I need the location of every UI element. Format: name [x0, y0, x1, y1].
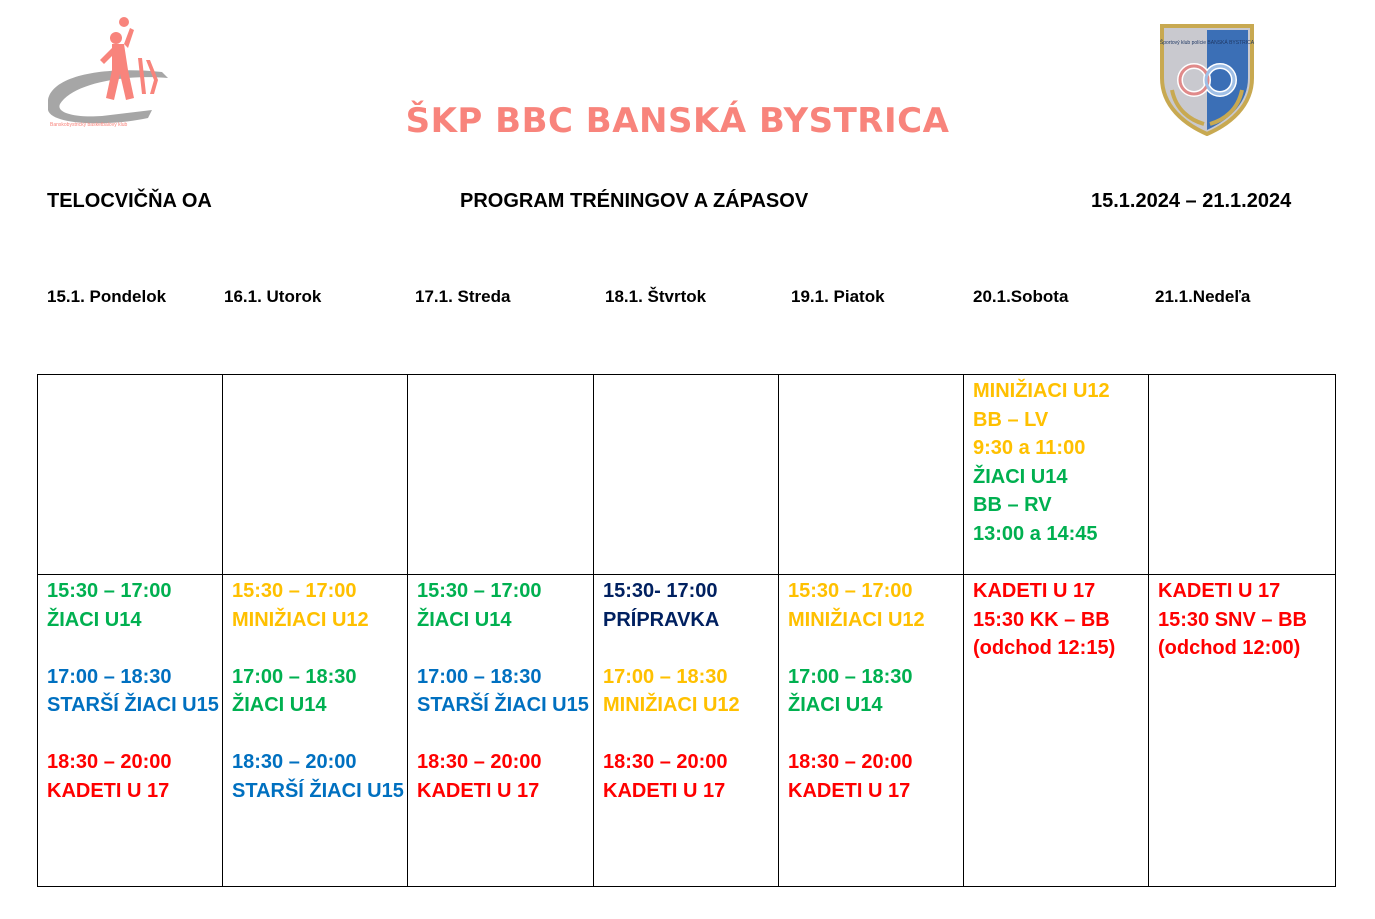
cell-mon-morning: [38, 375, 223, 575]
time-slot: 17:00 – 18:30: [417, 665, 542, 688]
team-name: ŽIACI U14: [47, 608, 142, 631]
cell-mon-afternoon: [38, 575, 223, 887]
cell-fri-afternoon: [779, 575, 964, 887]
cell-sat-afternoon: [964, 575, 1149, 887]
right-logo-caption: Športový klub polície BANSKÁ BYSTRICA: [1159, 40, 1255, 46]
cell-sat-morning: [964, 375, 1149, 575]
time-slot: 17:00 – 18:30: [788, 665, 913, 688]
cell-tue-afternoon: [223, 575, 408, 887]
left-logo-caption: Banskobystrický basketbalový klub: [50, 122, 128, 128]
team-name: STARŠÍ ŽIACI U15: [232, 779, 404, 802]
table-row-morning: [38, 375, 1336, 575]
cell-thu-morning: [594, 375, 779, 575]
day-label-thursday: 18.1. Štvrtok: [605, 287, 707, 306]
time-slot: 17:00 – 18:30: [232, 665, 357, 688]
team-name: KADETI U 17: [603, 779, 726, 802]
time-slot: 18:30 – 20:00: [788, 751, 913, 773]
match-fixture: BB – RV: [973, 494, 1052, 516]
cell-thu-afternoon: [594, 575, 779, 887]
team-name: KADETI U 17: [788, 779, 911, 802]
team-name: PRÍPRAVKA: [603, 608, 720, 631]
cell-wed-afternoon: [408, 575, 594, 887]
day-label-saturday: 20.1.Sobota: [973, 287, 1069, 306]
departure-time: (odchod 12:15): [973, 637, 1116, 659]
time-slot: 15:30 – 17:00: [417, 580, 542, 602]
match-team: MINIŽIACI U12: [973, 380, 1110, 402]
team-name: MINIŽIACI U12: [788, 608, 925, 631]
day-label-friday: 19.1. Piatok: [791, 287, 885, 306]
time-slot: 18:30 – 20:00: [603, 751, 728, 773]
team-name: MINIŽIACI U12: [603, 694, 740, 716]
day-label-sunday: 21.1.Nedeľa: [1155, 287, 1251, 306]
day-label-wednesday: 17.1. Streda: [415, 287, 511, 306]
time-slot: 17:00 – 18:30: [47, 665, 172, 688]
match-fixture: 15:30 SNV – BB: [1158, 608, 1307, 631]
match-fixture: 15:30 KK – BB: [973, 608, 1110, 631]
date-range: 15.1.2024 – 21.1.2024: [1091, 190, 1292, 212]
day-label-monday: 15.1. Pondelok: [47, 287, 167, 306]
cell-wed-morning: [408, 375, 594, 575]
team-name: ŽIACI U14: [232, 694, 327, 716]
team-name: KADETI U 17: [47, 779, 170, 802]
cell-sun-morning: [1149, 375, 1336, 575]
team-name: KADETI U 17: [1158, 580, 1281, 602]
team-name: STARŠÍ ŽIACI U15: [417, 694, 589, 716]
team-name: KADETI U 17: [417, 779, 540, 802]
club-title: ŠKP BBC BANSKÁ BYSTRICA: [405, 101, 950, 141]
team-name: MINIŽIACI U12: [232, 608, 369, 631]
time-slot: 18:30 – 20:00: [417, 751, 542, 773]
match-time: 13:00 a 14:45: [973, 522, 1098, 545]
time-slot: 18:30 – 20:00: [47, 751, 172, 773]
team-name: ŽIACI U14: [417, 608, 512, 631]
team-name: ŽIACI U14: [788, 694, 883, 716]
time-slot: 17:00 – 18:30: [603, 665, 728, 688]
time-slot: 15:30- 17:00: [603, 580, 718, 602]
table-row-afternoon: [38, 575, 1336, 887]
venue-label: TELOCVIČŇA OA: [47, 190, 212, 212]
time-slot: 18:30 – 20:00: [232, 751, 357, 773]
match-team: ŽIACI U14: [973, 465, 1068, 488]
match-time: 9:30 a 11:00: [973, 437, 1086, 459]
match-fixture: BB – LV: [973, 408, 1049, 431]
day-label-tuesday: 16.1. Utorok: [224, 287, 322, 306]
time-slot: 15:30 – 17:00: [788, 580, 913, 602]
time-slot: 15:30 – 17:00: [47, 580, 172, 602]
team-name: STARŠÍ ŽIACI U15: [47, 694, 219, 716]
cell-sun-afternoon: [1149, 575, 1336, 887]
departure-time: (odchod 12:00): [1158, 637, 1301, 659]
program-title: PROGRAM TRÉNINGOV A ZÁPASOV: [460, 190, 809, 212]
time-slot: 15:30 – 17:00: [232, 580, 357, 602]
schedule-table: [37, 374, 1336, 887]
cell-tue-morning: [223, 375, 408, 575]
cell-fri-morning: [779, 375, 964, 575]
team-name: KADETI U 17: [973, 580, 1096, 602]
